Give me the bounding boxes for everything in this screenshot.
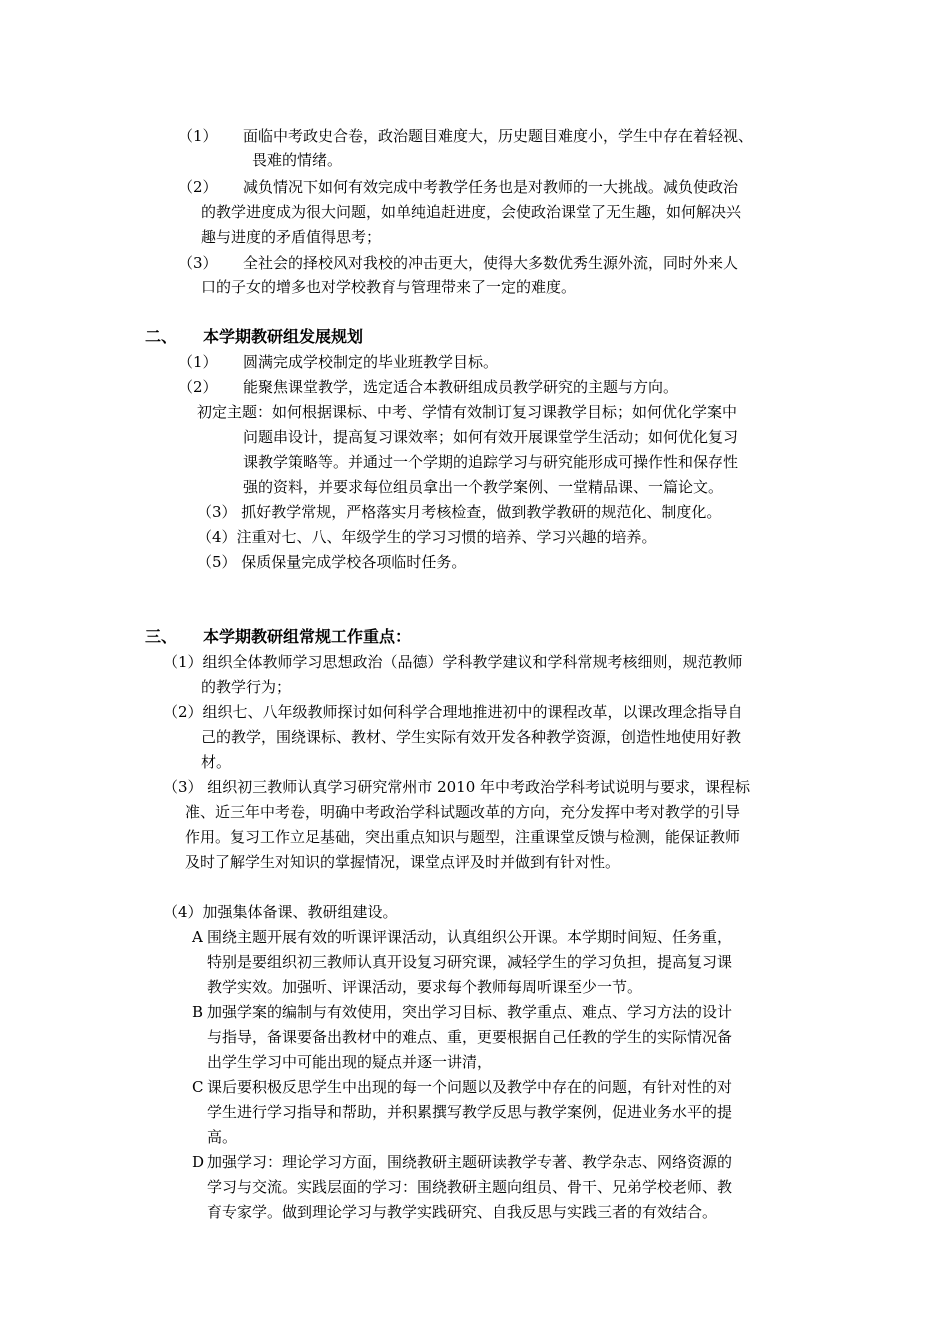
- paragraph-line: 能聚焦课堂教学，选定适合本教研组成员教学研究的主题与方向。: [243, 378, 679, 396]
- paragraph-line: （2）组织七、八年级教师探讨如何科学合理地推进初中的课程改革，以课改理念指导自: [163, 703, 743, 721]
- item-number: （2）: [178, 178, 218, 196]
- paragraph-line: 加强学习：理论学习方面，围绕教研主题研读教学专著、教学杂志、网络资源的: [207, 1153, 733, 1171]
- paragraph-line: 全社会的择校风对我校的冲击更大，使得大多数优秀生源外流，同时外来人: [243, 254, 739, 272]
- paragraph-line: 畏难的情绪。: [252, 151, 343, 169]
- subitem-label: A: [192, 928, 203, 946]
- item-number: （1）: [178, 353, 218, 371]
- paragraph-line: 的教学进度成为很大问题，如单纯追赶进度，会使政治课堂了无生趣，如何解决兴: [201, 203, 742, 221]
- paragraph-line: 面临中考政史合卷，政治题目难度大，历史题目难度小，学生中存在着轻视、: [243, 127, 754, 145]
- theme-line: 问题串设计，提高复习课效率；如何有效开展课堂学生活动；如何优化复习: [243, 428, 739, 446]
- paragraph-line: 特别是要组织初三教师认真开设复习研究课，减轻学生的学习负担，提高复习课: [207, 953, 733, 971]
- item4-heading: （4）加强集体备课、教研组建设。: [163, 903, 398, 921]
- paragraph-line: 及时了解学生对知识的掌握情况，课堂点评及时并做到有针对性。: [185, 853, 621, 871]
- paragraph-line: 课后要积极反思学生中出现的每一个问题以及教学中存在的问题，有针对性的对: [207, 1078, 733, 1096]
- paragraph-line: 出学生学习中可能出现的疑点并逐一讲清，: [207, 1053, 493, 1071]
- list-item: （3） 抓好教学常规，严格落实月考核检查，做到教学教研的规范化、制度化。: [197, 503, 722, 521]
- paragraph-line: 减负情况下如何有效完成中考教学任务也是对教师的一大挑战。减负使政治: [243, 178, 739, 196]
- subitem-label: D: [192, 1153, 205, 1171]
- paragraph-line: 与指导，备课要备出教材中的难点、重，更要根据自己任教的学生的实际情况备: [207, 1028, 733, 1046]
- paragraph-line: 材。: [201, 753, 232, 771]
- section-heading: 本学期教研组常规工作重点：: [203, 627, 412, 646]
- paragraph-line: 学习与交流。实践层面的学习：围绕教研主题向组员、骨干、兄弟学校老师、教: [207, 1178, 733, 1196]
- paragraph-line: 口的子女的增多也对学校教育与管理带来了一定的难度。: [201, 278, 577, 296]
- item-number: （3）: [178, 254, 218, 272]
- paragraph-line: 学生进行学习指导和帮助，并积累撰写教学反思与教学案例，促进业务水平的提: [207, 1103, 733, 1121]
- section-number: 二、: [145, 327, 178, 346]
- paragraph-line: 育专家学。做到理论学习与教学实践研究、自我反思与实践三者的有效结合。: [207, 1203, 718, 1221]
- subitem-label: C: [192, 1078, 204, 1096]
- section-heading: 本学期教研组发展规划: [203, 327, 364, 346]
- paragraph-line: 准、近三年中考卷，明确中考政治学科试题改革的方向，充分发挥中考对教学的引导: [185, 803, 741, 821]
- paragraph-line: （1）组织全体教师学习思想政治（品德）学科教学建议和学科常规考核细则，规范教师: [163, 653, 743, 671]
- list-item: （4）注重对七、八、年级学生的学习习惯的培养、学习兴趣的培养。: [197, 528, 657, 546]
- section-number: 三、: [145, 627, 178, 646]
- theme-line: 强的资料，并要求每位组员拿出一个教学案例、一堂精品课、一篇论文。: [243, 478, 724, 496]
- theme-line: 课教学策略等。并通过一个学期的追踪学习与研究能形成可操作性和保存性: [243, 453, 739, 471]
- paragraph-line: 己的教学，围绕课标、教材、学生实际有效开发各种教学资源，创造性地使用好教: [201, 728, 742, 746]
- paragraph-line: （3） 组织初三教师认真学习研究常州市 2010 年中考政治学科考试说明与要求，课程标: [163, 778, 751, 796]
- paragraph-line: 加强学案的编制与有效使用，突出学习目标、教学重点、难点、学习方法的设计: [207, 1003, 733, 1021]
- paragraph-line: 教学实效。加强听、评课活动，要求每个教师每周听课至少一节。: [207, 978, 643, 996]
- paragraph-line: 圆满完成学校制定的毕业班教学目标。: [243, 353, 499, 371]
- paragraph-line: 作用。复习工作立足基础，突出重点知识与题型，注重课堂反馈与检测，能保证教师: [185, 828, 741, 846]
- list-item: （5） 保质保量完成学校各项临时任务。: [197, 553, 467, 571]
- item-number: （2）: [178, 378, 218, 396]
- paragraph-line: 围绕主题开展有效的听课评课活动，认真组织公开课。本学期时间短、任务重，: [207, 928, 733, 946]
- paragraph-line: 的教学行为；: [201, 678, 292, 696]
- theme-line: 初定主题：如何根据课标、中考、学情有效制订复习课教学目标；如何优化学案中: [197, 403, 738, 421]
- item-number: （1）: [178, 127, 218, 145]
- paragraph-line: 趣与进度的矛盾值得思考；: [201, 228, 382, 246]
- subitem-label: B: [192, 1003, 204, 1021]
- paragraph-line: 高。: [207, 1128, 238, 1146]
